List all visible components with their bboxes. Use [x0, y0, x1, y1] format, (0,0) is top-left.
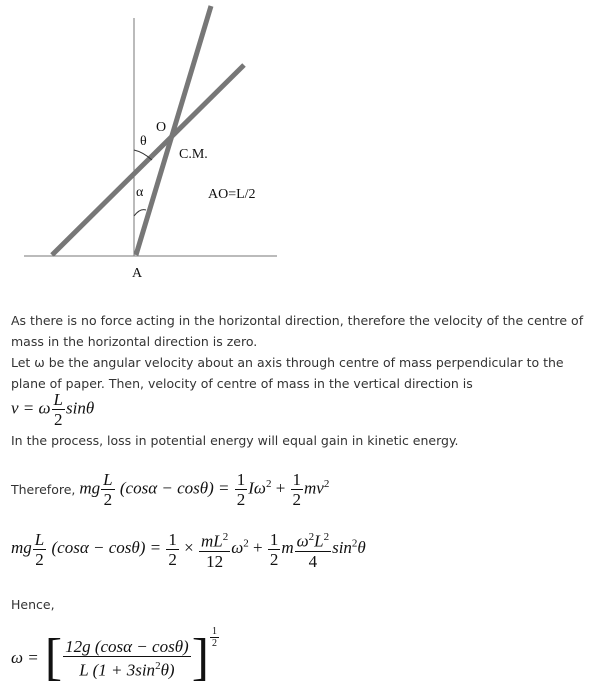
eq4-den: L (1 + 3sin — [79, 660, 156, 680]
eq2-one-a: 1 — [236, 470, 246, 489]
eq1-num: L — [53, 390, 63, 409]
label-alpha: α — [136, 185, 144, 200]
eq2-frac-half-2 — [291, 470, 304, 509]
eq4-lhs: ω = — [11, 648, 39, 667]
eq2-plus: + — [275, 478, 286, 498]
paragraph-energy-conservation: In the process, loss in potential energy will equal gain in kinetic energy. — [11, 433, 459, 448]
eq1-fraction — [52, 390, 65, 429]
eq2-L: L — [103, 470, 113, 489]
eq2-frac-half-1 — [235, 470, 248, 509]
label-cm: C.M. — [179, 147, 208, 162]
eq4-exp-num: 1 — [212, 626, 218, 637]
eq3-sin: sin — [332, 538, 352, 558]
eq4-exponent — [210, 626, 219, 649]
eq3-frac-half-2 — [268, 530, 281, 569]
eq3-w: ω — [231, 538, 244, 558]
eq3-theta: θ — [357, 538, 366, 558]
eq1-lhs: v = ω — [11, 398, 51, 418]
eq4-fraction: $\frac{12g (\cos\alpha - \cos\theta)}{L (1 + 3\sin^2\theta)}$ — [65, 636, 189, 680]
hence-label: Hence, — [11, 597, 55, 612]
eq1-rhs: sinθ — [66, 398, 95, 418]
eq2-two-b: 2 — [292, 490, 302, 509]
eq3-frac-ml2: $\frac{mL^2}{12}$ — [199, 528, 230, 571]
label-A: A — [132, 266, 143, 281]
physics-diagram — [0, 0, 290, 290]
eq3-two-b: 2 — [168, 549, 177, 569]
eq4-num: 12g (cosα − cosθ) — [65, 636, 189, 656]
eq3-frac-l2 — [33, 530, 46, 569]
eq2-Iw: Iω — [248, 478, 266, 498]
eq2-paren: (cosα − cosθ) = — [119, 478, 230, 498]
equation-energy — [11, 470, 329, 509]
eq2-frac-l2 — [101, 470, 114, 509]
rod-displaced — [52, 65, 244, 255]
eq3-one-b: 1 — [269, 529, 279, 549]
eq2-mv: mv — [304, 478, 324, 498]
eq2-body: mg $\frac{L}{2}$ (cosα − cosθ) = $\frac{1}{2}$ $I\omega^2$ + $\frac{1}{2}$ $mv^2$ — [79, 470, 330, 509]
eq3-mL: mL — [200, 531, 223, 551]
paragraph-angular-velocity: Let ω be the angular velocity about an axis through centre of mass perpendicular to the plane of paper. Then, velocity of centre of mass in the vertical direction is — [11, 355, 564, 391]
equation-velocity — [11, 390, 94, 429]
equation-omega-result — [11, 626, 220, 686]
eq2-mg: mg — [79, 478, 101, 498]
left-bracket: [ — [44, 629, 63, 686]
eq3-times: × — [184, 538, 194, 558]
eq1-den: 2 — [54, 410, 63, 429]
label-O: O — [156, 120, 167, 135]
equation-expanded: mg $\frac{L}{2}$ (cosα − cosθ) = $\frac{1}{2}$ × $\frac{mL^2}{12}$ $\omega^2$ + $\frac{1}{2}$ m $\frac{\omega^2L^2}{4}$ $\sin^2\theta$ — [11, 529, 366, 571]
eq3-paren: (cosα − cosθ) = — [51, 538, 162, 558]
eq3-mg: mg — [11, 538, 32, 558]
eq3-twelve: 12 — [206, 551, 224, 571]
eq4-den2: θ) — [160, 660, 175, 680]
right-bracket: ] — [191, 629, 210, 686]
label-theta: θ — [140, 134, 147, 149]
eq3-w2: ω — [296, 531, 309, 551]
eq3-frac-w2l2: $\frac{\omega^2L^2}{4}$ — [295, 528, 331, 571]
eq3-frac-half — [166, 530, 179, 569]
eq2-one-b: 1 — [292, 470, 302, 489]
eq3-L: L — [34, 529, 45, 549]
therefore-label: Therefore, — [11, 482, 76, 497]
paragraph-no-horizontal-force: As there is no force acting in the horizontal direction, therefore the velocity of the centre of mass in the horizontal direction is zero. — [11, 313, 584, 349]
eq3-four: 4 — [308, 551, 318, 571]
eq3-two-c: 2 — [269, 549, 279, 569]
eq4-exp-den: 2 — [212, 638, 218, 649]
eq3-m: m — [281, 538, 294, 558]
eq3-L2: L — [314, 531, 324, 551]
rod-initial — [136, 6, 211, 255]
eq3-one: 1 — [168, 529, 177, 549]
alpha-arc — [134, 210, 146, 216]
eq3-plus: + — [252, 538, 263, 558]
eq3-two: 2 — [35, 549, 44, 569]
eq2-two: 2 — [103, 490, 113, 509]
label-ao: AO=L/2 — [208, 187, 256, 202]
eq2-two-a: 2 — [236, 490, 246, 509]
